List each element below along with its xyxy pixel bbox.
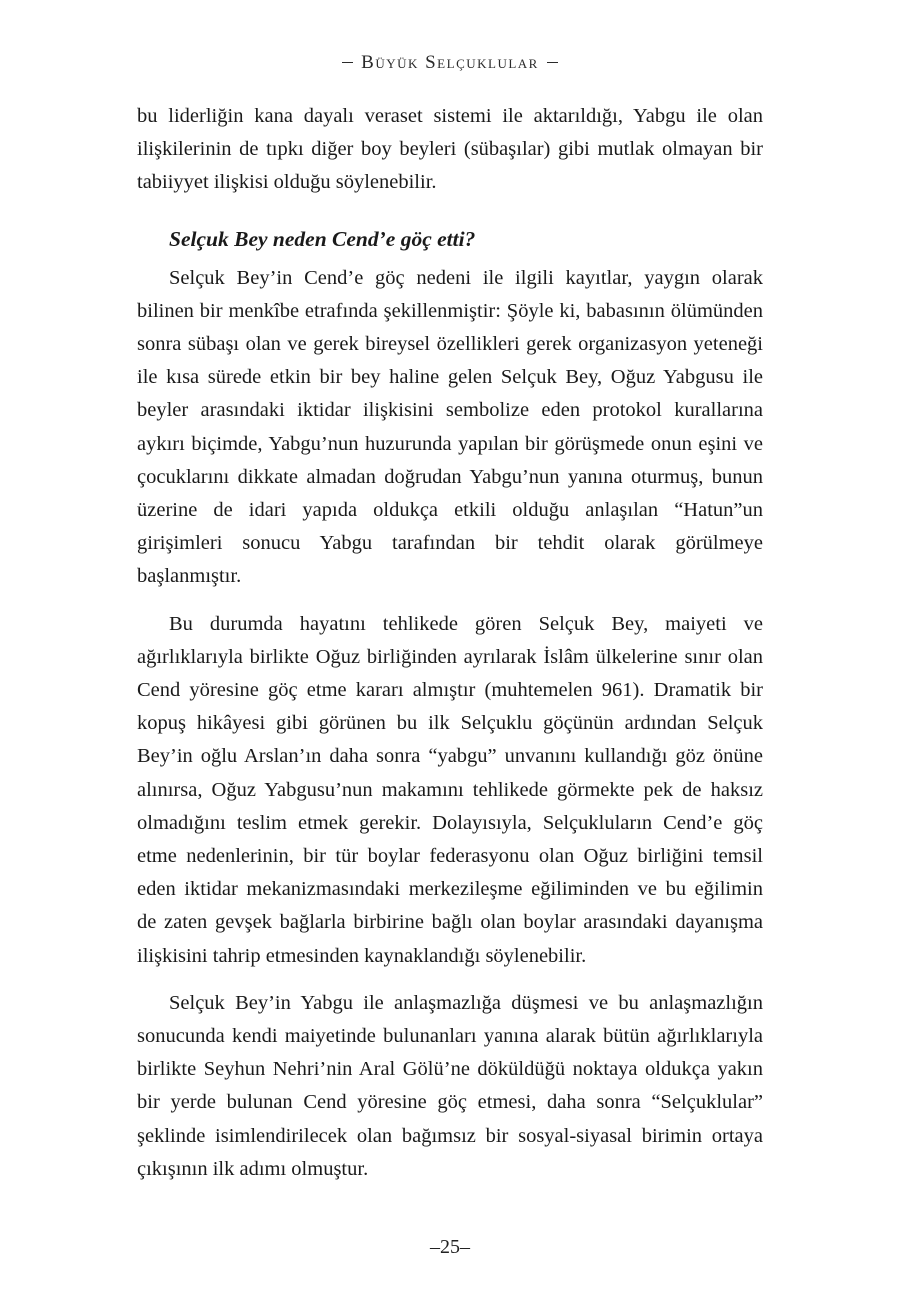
- header-dash-left: [342, 62, 353, 63]
- section-heading: Selçuk Bey neden Cend’e göç etti?: [169, 226, 476, 251]
- page-number: –25–: [430, 1236, 470, 1258]
- header-dash-right: [547, 62, 558, 63]
- running-header: [0, 52, 900, 74]
- paragraph-first-step: Selçuk Bey’in Yabgu ile anlaşmazlığa düşmesi ve bu anlaşmazlığın sonucunda kendi maiyetinde bulunanları yanına alarak bütün ağırlıklarıyla birlikte Seyhun Nehri’nin Aral Gölü’ne döküldüğü noktaya oldukça yakın bir yerde bulunan Cend yöresine göç etmesi, daha sonra “Selçuklular” şeklinde isimlendirilecek olan bağımsız bir sosyal-siyasal birimin ortaya çıkışının ilk adımı olmuştur.: [137, 991, 763, 1180]
- paragraph-cend-migration-reason: Selçuk Bey’in Cend’e göç nedeni ile ilgili kayıtlar, yaygın olarak bilinen bir menkîbe etrafında şekillenmiştir: Şöyle ki, babasının ölümünden sonra sübaşı olan ve gerek bireysel özellikleri gerek organizasyon yeteneği ile kısa sürede etkin bir bey haline gelen Selçuk Bey, Oğuz Yabgusu ile beyler arasındaki iktidar ilişkisini sembolize eden protokol kurallarına aykırı biçimde, Yabgu’nun huzurunda yapılan bir görüşmede onun eşini ve çocuklarını dikkate almadan doğrudan Yabgu’nun yanına oturmuş, bunun üzerine de idari yapıda oldukça etkili olduğu anlaşılan “Hatun”un girişimleri sonucu Yabgu tarafından bir tehdit olarak görülmeye başlanmıştır.: [137, 266, 763, 588]
- page-body: [137, 100, 763, 1186]
- paragraph-continued: bu liderliğin kana dayalı veraset sistemi ile aktarıldığı, Yabgu ile olan ilişkilerinin de tıpkı diğer boy beyleri (sübaşılar) gibi mutlak olmayan bir tabiiyyet ilişkisi olduğu söylenebilir.: [137, 105, 763, 194]
- running-title: Büyük Selçuklular: [361, 52, 539, 73]
- paragraph-migration-decision: Bu durumda hayatını tehlikede gören Selçuk Bey, maiyeti ve ağırlıklarıyla birlikte Oğuz birliğinden ayrılarak İslâm ülkelerine sınır olan Cend yöresine göç etme kararı almıştır (muhtemelen 961). Dramatik bir kopuş hikâyesi gibi görünen bu ilk Selçuklu göçünün ardından Selçuk Bey’in oğlu Arslan’ın daha sonra “yabgu” unvanını kullandığı göz önüne alınırsa, Oğuz Yabgusu’nun makamını tehlikede görmekte pek de haksız olmadığını teslim etmek gerekir. Dolayısıyla, Selçukluların Cend’e göç etme nedenlerinin, bir tür boylar federasyonu olan Oğuz birliğini temsil eden iktidar mekanizmasındaki merkezileşme eğiliminden ve bu eğilimin de zaten gevşek bağlarla birbirine bağlı olan boylar arasındaki dayanışma ilişkisini tahrip etmesinden kaynaklandığı söylenebilir.: [137, 612, 763, 967]
